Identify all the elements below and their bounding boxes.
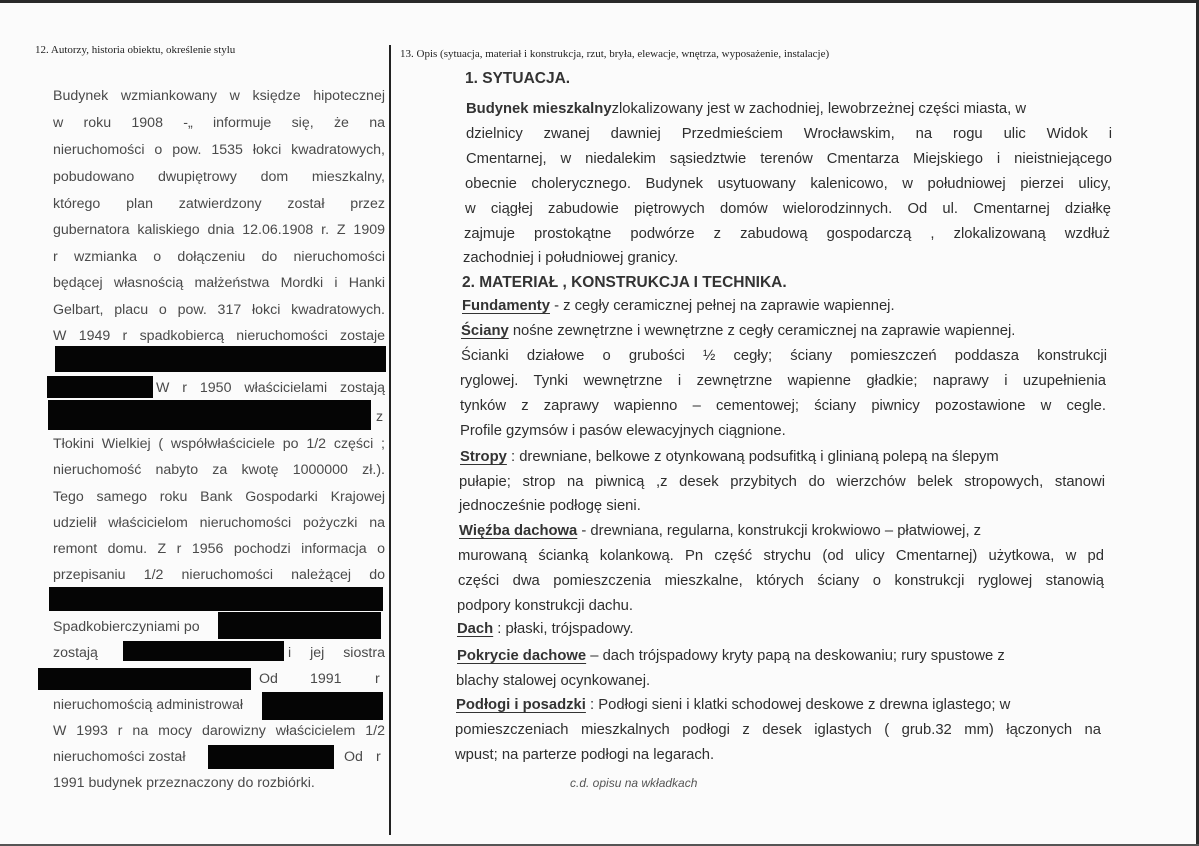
section-12-header: 12. Autorzy, historia obiektu, określenie stylu xyxy=(35,44,236,56)
history-line: przepisaniu 1/2 nieruchomości należącej do xyxy=(53,567,385,583)
description-line: wpust; na parterze podłogi na legarach. xyxy=(455,747,715,763)
description-line: tynków z zaprawy wapienno – cementowej; ściany piwnicy pozostawione w cegle. xyxy=(460,398,1106,414)
term-fundamenty: Fundamenty xyxy=(462,298,550,314)
bold-term: Budynek mieszkalny xyxy=(466,101,612,117)
description-line: murowaną ścianką kolankową. Pn część strychu (od ulicy Cmentarnej) użytkowa, w pd xyxy=(458,548,1104,564)
description-line: pułapie; strop na piwnicą ,z desek przybitych do wierzchów belek stropowych, stanowi xyxy=(459,474,1105,490)
term-podlogi: Podłogi i posadzki xyxy=(456,697,586,713)
description-line: Ścianki działowe o grubości ½ cegły; ściany pomieszczeń poddasza konstrukcji xyxy=(461,348,1107,364)
description-line: Cmentarnej, w niedalekim sąsiedztwie terenów Cmentarza Miejskiego i nieistniejącego xyxy=(466,151,1112,167)
redaction-bar xyxy=(49,587,383,611)
continuation-note: c.d. opisu na wkładkach xyxy=(570,776,698,790)
description-line: Budynek mieszkalnyzlokalizowany jest w zachodniej, lewobrzeżnej części miasta, w xyxy=(466,101,1027,117)
history-line: będącej własnością małżeństwa Mordki i Hanki xyxy=(53,275,385,291)
description-line: pomieszczeniach mieszkalnych podłogi z desek iglastych ( grub.32 mm) łączonych na xyxy=(455,722,1101,738)
history-line: nieruchomości został xyxy=(53,749,186,765)
description-line: obecnie cholerycznego. Budynek usytuowany kalenicowo, w południowej pierzei ulicy, xyxy=(465,176,1111,192)
description-line: Podłogi i posadzki : Podłogi sieni i klatki schodowej deskowe z drewna iglastego; w xyxy=(456,697,1011,713)
history-line: W 1993 r na mocy darowizny właścicielem 1/2 xyxy=(53,723,385,739)
history-line: W 1949 r spadkobiercą nieruchomości zostaje xyxy=(53,328,385,344)
description-line: części dwa pomieszczenia mieszkalne, których ściany o konstrukcji ryglowej stanowią xyxy=(458,573,1104,589)
section-heading-sytuacja: 1. SYTUACJA. xyxy=(465,70,571,87)
redaction-bar xyxy=(262,692,383,720)
term-dach: Dach xyxy=(457,621,494,637)
history-line: r xyxy=(376,749,381,765)
redaction-bar xyxy=(47,376,153,398)
description-line: Więźba dachowa - drewniana, regularna, konstrukcji krokwiowo – płatwiowej, z xyxy=(459,523,982,539)
history-line: Od xyxy=(344,749,363,765)
section-13-header: 13. Opis (sytuacja, materiał i konstrukcja, rzut, bryła, elewacje, wnętrza, wyposażenie, instalacje) xyxy=(400,48,830,60)
history-line: Tłokini Wielkiej ( współwłaściciele po 1/2 części ; xyxy=(53,436,385,452)
history-line: Tego samego roku Bank Gospodarki Krajowej xyxy=(53,489,385,505)
redaction-bar xyxy=(48,400,371,430)
history-line: nieruchomości o pow. 1535 łokci kwadratowych, xyxy=(53,142,385,158)
page-edge-top xyxy=(0,0,1199,3)
description-line: Fundamenty - z cegły ceramicznej pełnej na zaprawie wapiennej. xyxy=(462,298,895,314)
history-line: nieruchomością administrował xyxy=(53,697,244,713)
history-line: W r 1950 właścicielami zostają xyxy=(156,380,385,396)
description-line: Stropy : drewniane, belkowe z otynkowaną podsufitką i glinianą polepą na ślepym xyxy=(460,449,999,465)
history-line: pobudowano dwupiętrowy dom mieszkalny, xyxy=(53,169,385,185)
description-line: zachodniej i południowej granicy. xyxy=(463,250,679,266)
history-line: r wzmianka o dołączeniu do nieruchomości xyxy=(53,249,385,265)
history-line: Od xyxy=(259,671,278,687)
history-line: remont domu. Z r 1956 pochodzi informacja o xyxy=(53,541,385,557)
redaction-bar xyxy=(123,641,284,661)
history-line: 1991 budynek przeznaczony do rozbiórki. xyxy=(53,775,315,791)
description-line: dzielnicy zwanej dawniej Przedmieściem Wrocławskim, na rogu ulic Widok i xyxy=(466,126,1112,142)
term-stropy: Stropy xyxy=(460,449,507,465)
term-wiezba: Więźba dachowa xyxy=(459,523,578,539)
history-line: udzielił właścicielom nieruchomości pożyczki na xyxy=(53,515,385,531)
description-line: Ściany nośne zewnętrzne i wewnętrzne z cegły ceramicznej na zaprawie wapiennej. xyxy=(461,323,1016,339)
history-line: nieruchomość nabyto za kwotę 1000000 zł.). xyxy=(53,462,385,478)
history-line: gubernatora kaliskiego dnia 12.06.1908 r. Z 1909 xyxy=(53,222,385,238)
description-line: Dach : płaski, trójspadowy. xyxy=(457,621,634,637)
redaction-bar xyxy=(38,668,251,690)
description-line: ryglowej. Tynki wewnętrzne i zewnętrzne wapienne gładkie; naprawy i uzupełnienia xyxy=(460,373,1106,389)
history-line: 1991 xyxy=(310,671,342,687)
history-line: Budynek wzmiankowany w księdze hipotecznej xyxy=(53,88,385,104)
description-line: w ciągłej zabudowie piętrowych domów wielorodzinnych. Od ul. Cmentarnej działkę xyxy=(465,201,1111,217)
section-heading-material: 2. MATERIAŁ , KONSTRUKCJA I TECHNIKA. xyxy=(462,274,787,291)
redaction-bar xyxy=(208,745,334,769)
redaction-bar xyxy=(55,346,386,372)
history-line: z xyxy=(376,409,384,425)
history-line: r xyxy=(375,671,380,687)
description-line: jednocześnie podłogę sieni. xyxy=(459,498,641,514)
history-line: zostają xyxy=(53,645,98,661)
description-line: zajmuje prostokątne podwórze z zabudową gospodarczą , zlokalizowaną wzdłuż xyxy=(464,226,1110,242)
description-line: Profile gzymsów i pasów elewacyjnych ciągnione. xyxy=(460,423,786,439)
term-pokrycie: Pokrycie dachowe xyxy=(457,648,587,664)
history-line: którego plan zatwierdzony został przez xyxy=(53,196,385,212)
term-sciany: Ściany xyxy=(461,323,509,339)
column-divider xyxy=(389,45,391,835)
history-line: Spadkobierczyniami po xyxy=(53,619,200,635)
description-line: Pokrycie dachowe – dach trójspadowy kryty papą na deskowaniu; rury spustowe z xyxy=(457,648,1005,664)
history-line: Gelbart, placu o pow. 317 łokci kwadratowych. xyxy=(53,302,385,318)
description-line: podpory konstrukcji dachu. xyxy=(457,598,634,614)
redaction-bar xyxy=(218,612,381,639)
history-line: w roku 1908 -„ informuje się, że na xyxy=(53,115,385,131)
description-line: blachy stalowej ocynkowanej. xyxy=(456,673,651,689)
history-line: i jej siostra xyxy=(288,645,385,661)
